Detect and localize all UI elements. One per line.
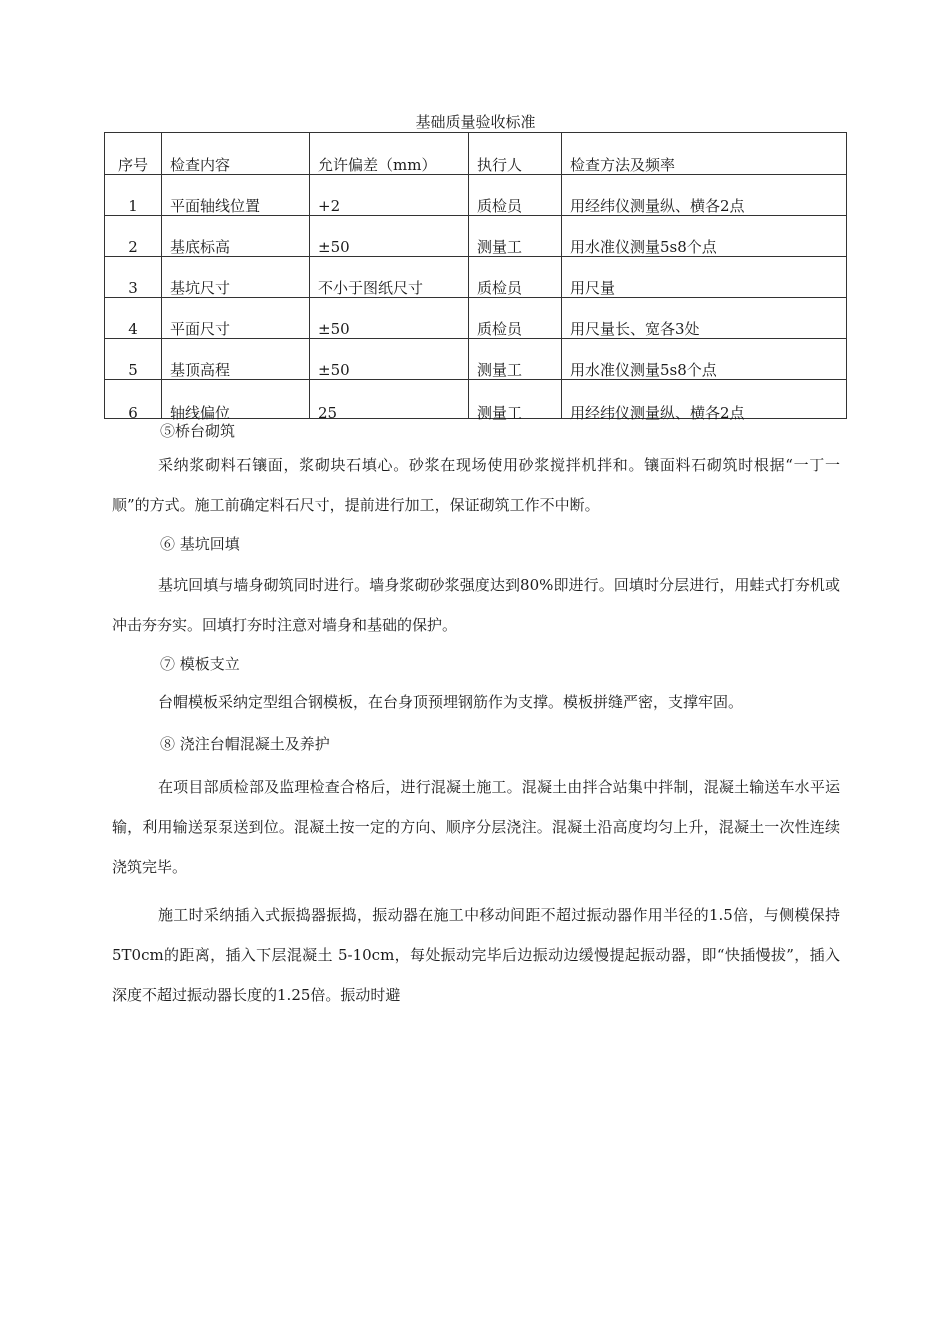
section-heading-pour-concrete: ⑧ 浇注台帽混凝土及养护	[160, 735, 330, 753]
header-cell-index: 序号	[105, 133, 162, 175]
cell-item: 基坑尺寸	[162, 257, 310, 298]
cell-index: 3	[105, 257, 162, 298]
cell-item: 轴线偏位	[162, 380, 310, 419]
header-cell-tolerance: 允许偏差（mm）	[310, 133, 469, 175]
cell-method: 用水准仪测量5s8个点	[562, 216, 847, 257]
section-heading-formwork: ⑦ 模板支立	[160, 655, 240, 673]
cell-method: 用经纬仪测量纵、横各2点	[562, 380, 847, 419]
table-row	[105, 339, 847, 380]
paragraph-vibration: 施工时采纳插入式振捣器振捣，振动器在施工中移动间距不超过振动器作用半径的1.5倍，与侧模保持5T0cm的距离，插入下层混凝土 5-10cm，每处振动完毕后边振动边缓慢提起振动器，即“快插慢拔”，插入深度不超过振动器长度的1.25倍。振动时避	[112, 906, 840, 1004]
cell-executor: 质检员	[469, 175, 562, 216]
header-cell-executor: 执行人	[469, 133, 562, 175]
cell-item: 平面尺寸	[162, 298, 310, 339]
cell-executor: 测量工	[469, 380, 562, 419]
cell-executor: 质检员	[469, 257, 562, 298]
cell-index: 6	[105, 380, 162, 419]
cell-tolerance: 不小于图纸尺寸	[310, 257, 469, 298]
header-cell-method: 检查方法及频率	[562, 133, 847, 175]
cell-method: 用尺量长、宽各3处	[562, 298, 847, 339]
cell-method: 用水准仪测量5s8个点	[562, 339, 847, 380]
table-row	[105, 380, 847, 419]
table-row	[105, 298, 847, 339]
paragraph-formwork: 台帽模板采纳定型组合钢模板，在台身顶预埋钢筋作为支撑。模板拼缝严密，支撑牢固。	[158, 693, 744, 711]
cell-index: 4	[105, 298, 162, 339]
cell-index: 2	[105, 216, 162, 257]
header-cell-item: 检查内容	[162, 133, 310, 175]
cell-index: 1	[105, 175, 162, 216]
cell-method: 用尺量	[562, 257, 847, 298]
paragraph-abutment-masonry: 采纳浆砌料石镶面，浆砌块石填心。砂浆在现场使用砂浆搅拌机拌和。镶面料石砌筑时根据“一丁一顺”的方式。施工前确定料石尺寸，提前进行加工，保证砌筑工作不中断。	[112, 456, 840, 514]
cell-executor: 测量工	[469, 216, 562, 257]
cell-executor: 测量工	[469, 339, 562, 380]
table-row	[105, 257, 847, 298]
table-title: 基础质量验收标准	[415, 113, 536, 131]
cell-item: 基顶高程	[162, 339, 310, 380]
quality-acceptance-table	[104, 132, 847, 422]
cell-tolerance: ±50	[310, 298, 469, 339]
cell-tolerance: 25	[310, 380, 469, 419]
cell-executor: 质检员	[469, 298, 562, 339]
cell-index: 5	[105, 339, 162, 380]
cell-item: 平面轴线位置	[162, 175, 310, 216]
cell-tolerance: +2	[310, 175, 469, 216]
paragraph-backfill: 基坑回填与墙身砌筑同时进行。墙身浆砌砂浆强度达到80%即进行。回填时分层进行，用蛙式打夯机或冲击夯夯实。回填打夯时注意对墙身和基础的保护。	[112, 576, 840, 634]
table-header-row	[105, 133, 847, 175]
section-heading-abutment-masonry: ⑤桥台砌筑	[160, 422, 236, 440]
cell-item: 基底标高	[162, 216, 310, 257]
section-heading-backfill: ⑥ 基坑回填	[160, 535, 240, 553]
table-row	[105, 175, 847, 216]
paragraph-pour-concrete: 在项目部质检部及监理检查合格后，进行混凝土施工。混凝土由拌合站集中拌制，混凝土输送车水平运输，利用输送泵泵送到位。混凝土按一定的方向、顺序分层浇注。混凝土沿高度均匀上升，混凝土一次性连续浇筑完毕。	[112, 778, 840, 876]
cell-method: 用经纬仪测量纵、横各2点	[562, 175, 847, 216]
cell-tolerance: ±50	[310, 339, 469, 380]
cell-tolerance: ±50	[310, 216, 469, 257]
table-row	[105, 216, 847, 257]
